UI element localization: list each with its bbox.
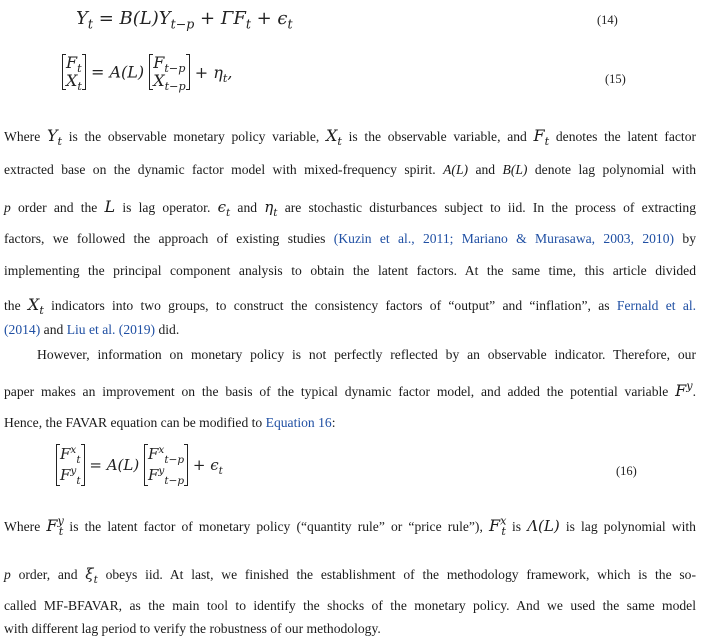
- equation-16-lhs-vector: $F^x_t$ $F^y_t$: [56, 444, 85, 486]
- citation-link-kuzin-mariano[interactable]: (Kuzin et al., 2011; Mariano & Murasawa, 2003, 2010): [333, 231, 675, 246]
- equation-15-rhs-vector: $F_{t-p}$ $X_{t-p}$: [149, 54, 189, 90]
- equation-16-link[interactable]: Equation 16: [265, 415, 332, 430]
- equation-16-body: $F^x_t$ $F^y_t$ = A(L) $F^x_{t-p}$ $F^y_{t-p}$ + $\epsilon_t$: [56, 444, 223, 486]
- para1-line6: the $X_t$ indicators into two groups, to construct the consistency factors of “output” and “inflation”, as Fernald et al.: [4, 295, 697, 318]
- para2-line2: paper makes an improvement on the basis of the typical dynamic factor model, and added the potential variable $F^y$.: [4, 379, 696, 400]
- para3-line2: p order, and $\xi_t$ obeys iid. At last, we finished the establishment of the methodology framework, which is the so-: [4, 565, 696, 586]
- para2-line3: Hence, the FAVAR equation can be modified to Equation 16:: [4, 415, 336, 430]
- citation-link-fernald-year[interactable]: (2014): [4, 322, 41, 337]
- equation-15-lhs-vector: $F_t$ $X_t$: [62, 54, 86, 90]
- equation-16-rhs-vector: $F^x_{t-p}$ $F^y_{t-p}$: [144, 444, 188, 486]
- equation-14: [0, 8, 703, 32]
- para3-line3: called MF-BFAVAR, as the main tool to identify the shocks of the monetary policy. And we used the same model: [4, 598, 696, 613]
- equation-14-number: (14): [597, 13, 618, 27]
- citation-link-liu[interactable]: Liu et al. (2019): [66, 322, 156, 337]
- para1-line5: implementing the principal component analysis to obtain the latent factors. At the same time, this article divided: [4, 263, 696, 278]
- equation-16-number: (16): [616, 464, 637, 478]
- para1-line4: factors, we followed the approach of existing studies (Kuzin et al., 2011; Mariano & Murasawa, 2003, 2010) by: [4, 231, 696, 246]
- equation-15: [0, 54, 703, 102]
- para3-line1: Where $F^y_t$ is the latent factor of monetary policy (“quantity rule” or “price rule”), $F^x_t$ is Λ(L) is lag polynomial with: [4, 514, 696, 539]
- equation-15-body: $F_t$ $X_t$ = A(L) $F_{t-p}$ $X_{t-p}$ + $\eta_t$,: [62, 54, 232, 90]
- equation-15-number: (15): [605, 72, 626, 86]
- para3-line4: with different lag period to verify the robustness of our methodology.: [4, 621, 381, 636]
- para1-line3: p order and the L is lag operator. $\epsilon_t$ and $\eta_t$ are stochastic disturbances subject to iid. In the process of extracting: [4, 197, 696, 219]
- equation-16: [0, 444, 703, 498]
- para1-line2: extracted base on the dynamic factor model with mixed-frequency spirit. A(L) and B(L) denote lag polynomial with: [4, 162, 697, 177]
- para2-line1: However, information on monetary policy is not perfectly reflected by an observable indicator. Therefore, our: [37, 347, 696, 362]
- citation-link-fernald[interactable]: Fernald et al.: [616, 298, 697, 313]
- equation-14-body: $Y_t = B(L)Y_{t-p} + \Gamma F_t + \epsilon_t$: [76, 8, 293, 32]
- para1-line1: Where $Y_t$ is the observable monetary policy variable, $X_t$ is the observable variable, and $F_t$ denotes the latent factor: [4, 126, 697, 149]
- para1-line7: (2014) and Liu et al. (2019) did.: [4, 322, 180, 337]
